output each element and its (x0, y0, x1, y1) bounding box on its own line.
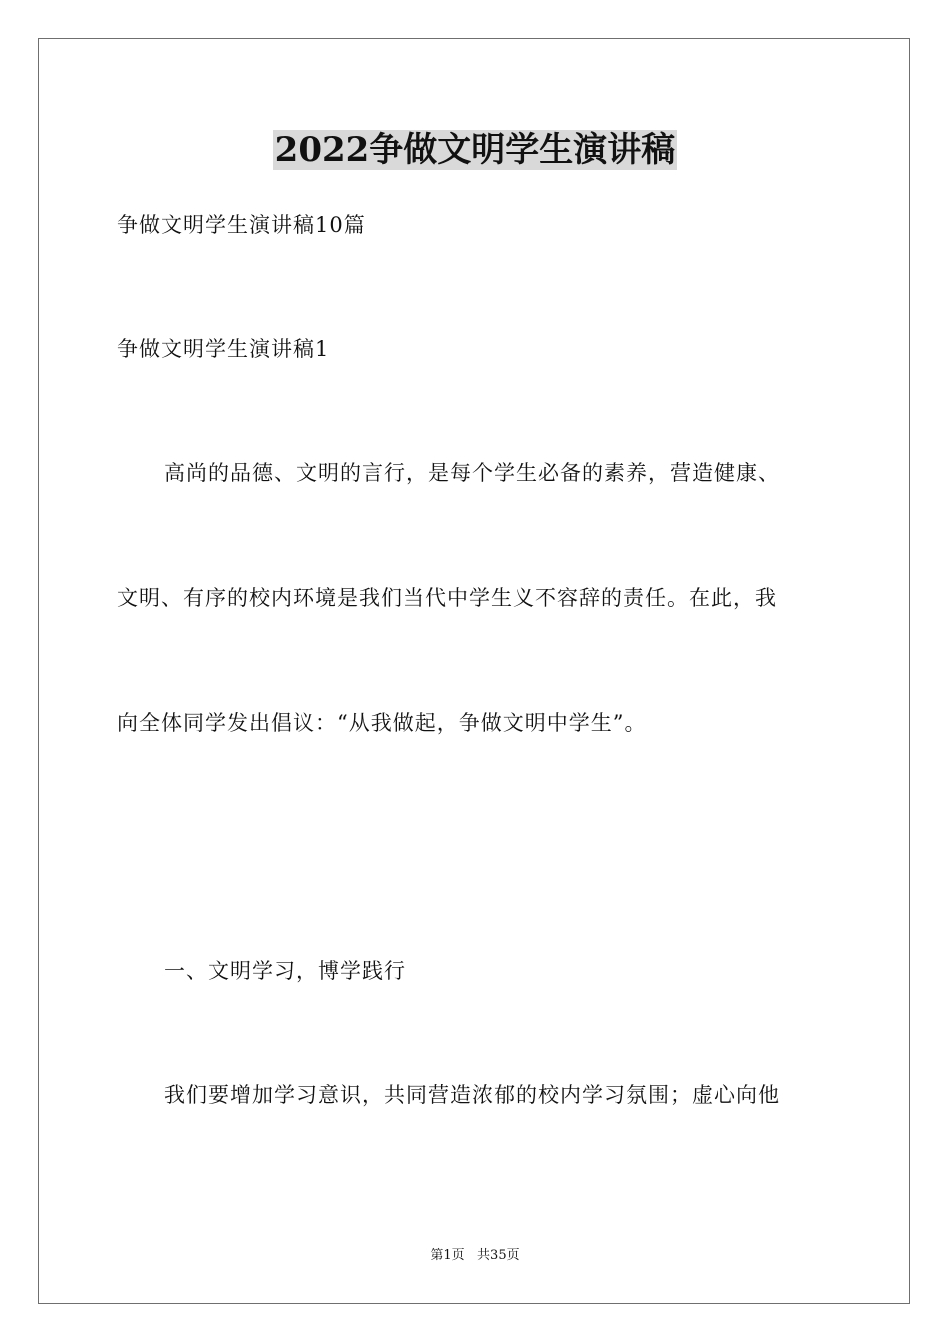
document-title-text: 2022争做文明学生演讲稿 (274, 130, 676, 170)
page-number-footer: 第1页 共35页 (430, 1248, 520, 1263)
paragraph-line: 我们要增加学习意识，共同营造浓郁的校内学习氛围；虚心向他 (164, 1083, 780, 1107)
section-heading: 争做文明学生演讲稿1 (117, 337, 330, 361)
paragraph-line: 文明、有序的校内环境是我们当代中学生义不容辞的责任。在此，我 (117, 586, 777, 610)
document-title (0, 128, 950, 172)
paragraph-line: 高尚的品德、文明的言行，是每个学生必备的素养，营造健康、 (164, 461, 780, 485)
point-heading: 一、文明学习，博学践行 (164, 959, 406, 983)
document-subtitle: 争做文明学生演讲稿10篇 (117, 213, 366, 237)
paragraph-line: 向全体同学发出倡议：“从我做起，争做文明中学生”。 (117, 711, 647, 735)
